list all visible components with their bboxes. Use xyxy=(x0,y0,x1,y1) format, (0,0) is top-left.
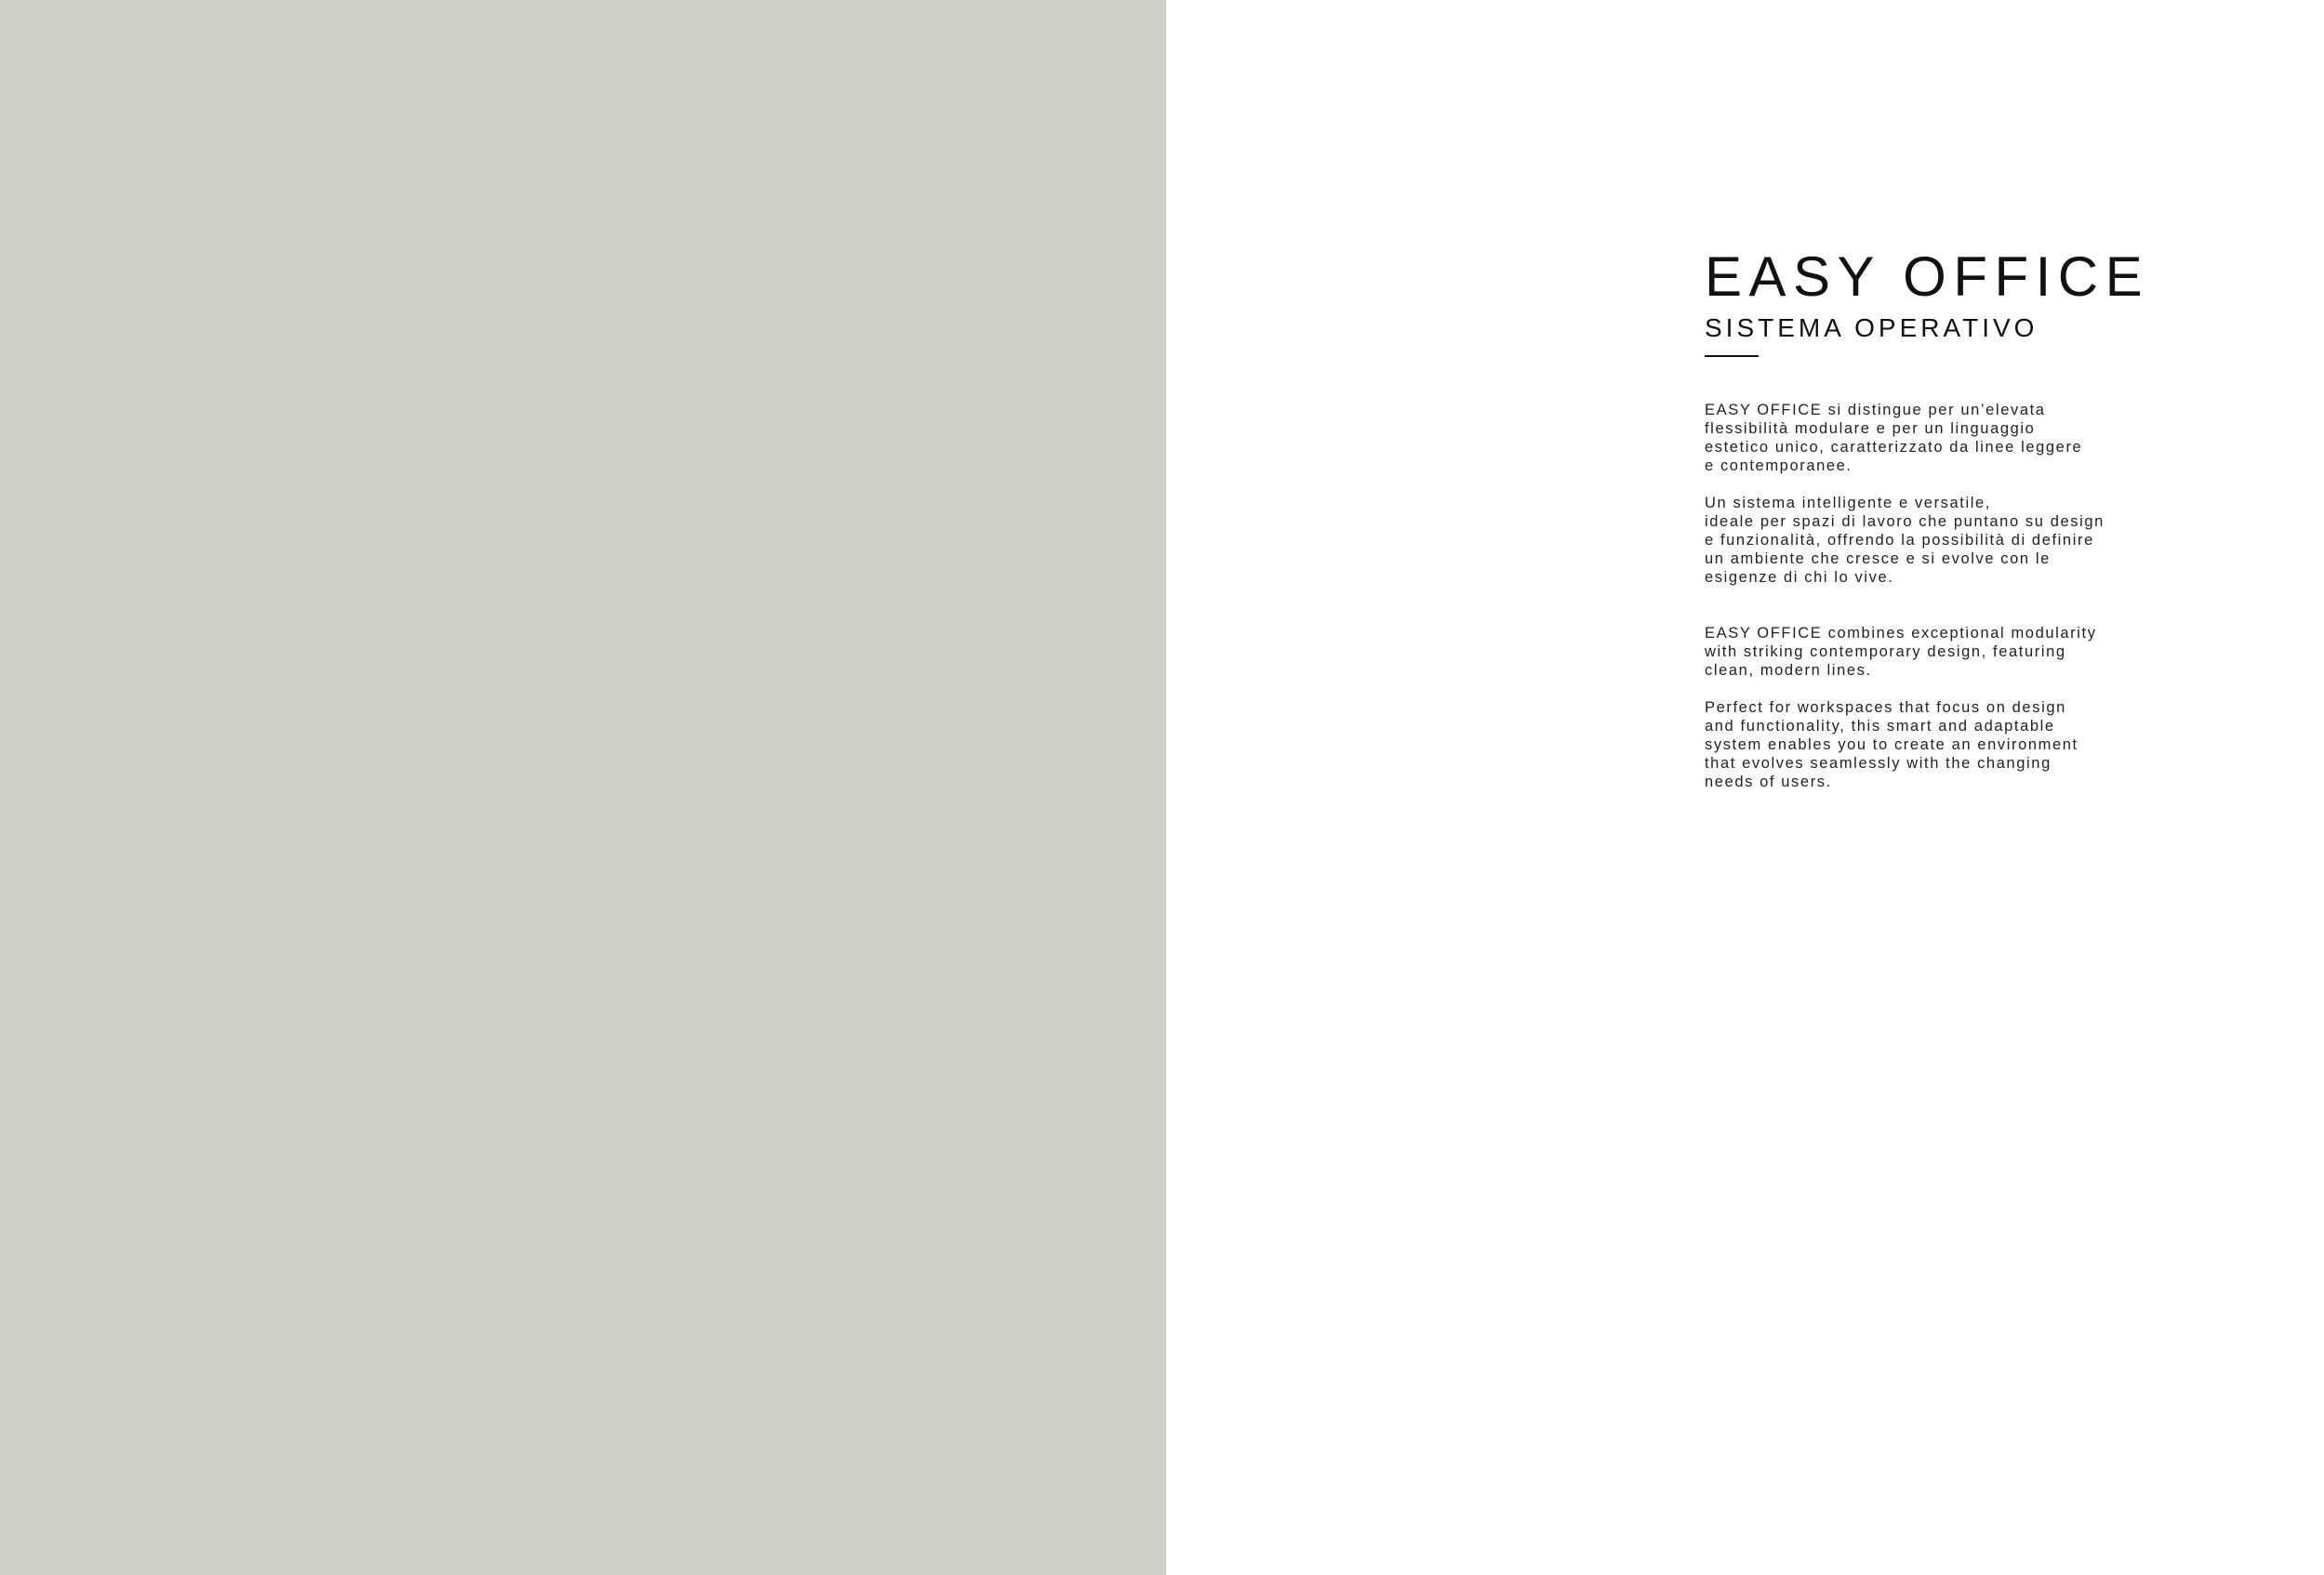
italian-paragraph-1: EASY OFFICE si distingue per un’elevata flessibilità modulare e per un linguaggio estetico unico, caratterizzato da linee leggere e contemporanee. xyxy=(1705,402,2083,474)
text-block xyxy=(1705,245,2207,791)
title-divider xyxy=(1705,355,1759,357)
italian-paragraph-2: Un sistema intelligente e versatile, ideale per spazi di lavoro che puntano su design e funzionalità, offrendo la possibilità di definire un ambiente che cresce e si evolve con le esigenze di chi lo vive. xyxy=(1705,495,2105,586)
english-paragraph-1: EASY OFFICE combines exceptional modularity with striking contemporary design, featuring clean, modern lines. xyxy=(1705,625,2097,679)
page-subtitle: SISTEMA OPERATIVO xyxy=(1705,313,2038,342)
english-paragraph-2: Perfect for workspaces that focus on design and functionality, this smart and adaptable system enables you to create an environment that evolves seamlessly with the changing needs of users. xyxy=(1705,699,2078,790)
page-title: EASY OFFICE xyxy=(1705,245,2150,308)
